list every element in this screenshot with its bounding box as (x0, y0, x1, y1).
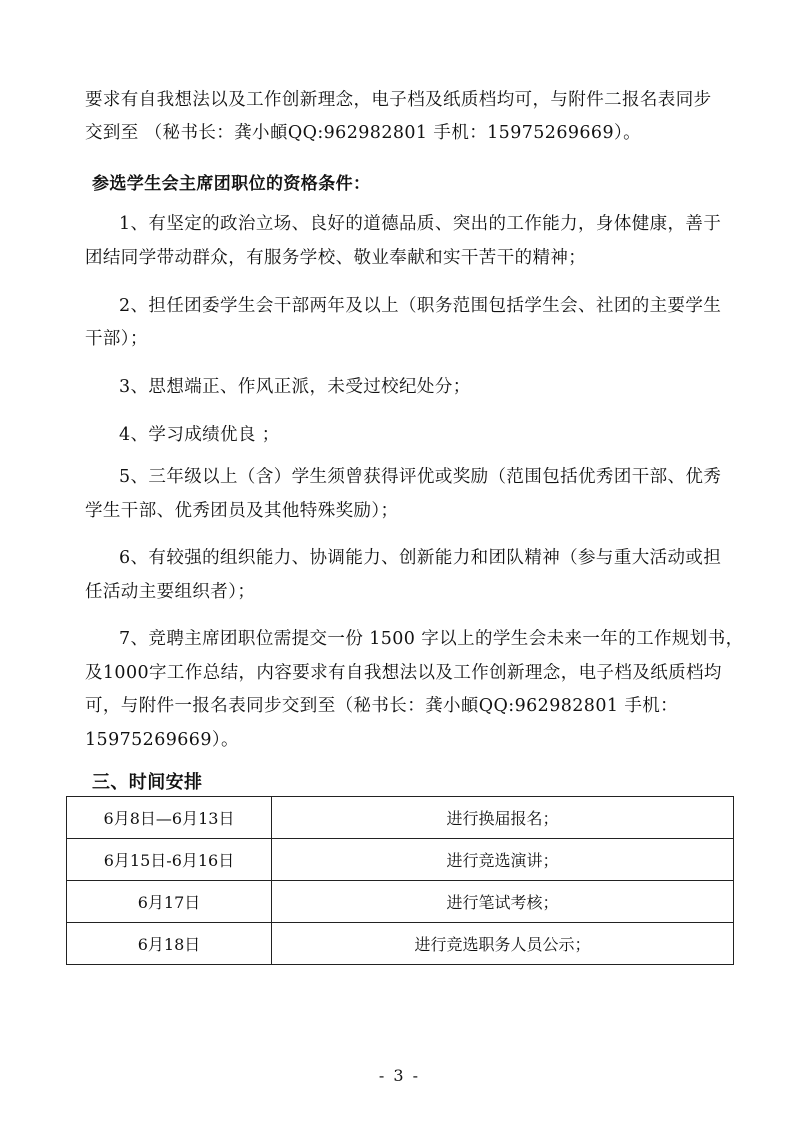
schedule-table (66, 796, 734, 965)
table-row (67, 797, 734, 839)
item6-line-2: 任活动主要组织者）； (85, 582, 256, 602)
intro-line-1: 要求有自我想法以及工作创新理念，电子档及纸质档均可，与附件二报名表同步 (85, 90, 712, 110)
schedule-date-cell: 6月17日 (67, 881, 272, 923)
item4-line: 4、学习成绩优良 ； (119, 425, 280, 445)
page-number: - 3 - (378, 1066, 421, 1085)
item7-line-2: 及1000字工作总结，内容要求有自我想法以及工作创新理念，电子档及纸质档均 (85, 663, 722, 683)
item5-line-2: 学生干部、优秀团员及其他特殊奖励）； (85, 501, 399, 521)
item7-line-1: 7、竞聘主席团职位需提交一份 1500 字以上的学生会未来一年的工作规划书， (119, 629, 744, 649)
schedule-activity-cell: 进行竞选职务人员公示； (272, 923, 734, 965)
section-title-schedule: 三、时间安排 (92, 772, 203, 793)
qualification-heading: 参选学生会主席团职位的资格条件： (92, 174, 371, 194)
schedule-activity-cell: 进行笔试考核； (272, 881, 734, 923)
item5-line-1: 5、三年级以上（含）学生须曾获得评优或奖励（范围包括优秀团干部、优秀 (119, 467, 722, 487)
item2-line-1: 2、担任团委学生会干部两年及以上（职务范围包括学生会、社团的主要学生 (119, 296, 722, 316)
table-row (67, 923, 734, 965)
item1-line-2: 团结同学带动群众，有服务学校、敬业奉献和实干苦干的精神； (85, 248, 587, 268)
item6-line-1: 6、有较强的组织能力、协调能力、创新能力和团队精神（参与重大活动或担 (119, 548, 722, 568)
item2-line-2: 干部）； (85, 329, 148, 349)
schedule-date-cell: 6月18日 (67, 923, 272, 965)
intro-line-2: 交到至 （秘书长：龚小頔QQ:962982801 手机：15975269669）。 (85, 123, 642, 143)
table-row (67, 881, 734, 923)
schedule-activity-cell: 进行换届报名； (272, 797, 734, 839)
schedule-date-cell: 6月8日—6月13日 (67, 797, 272, 839)
item3-line: 3、思想端正、作风正派，未受过校纪处分； (119, 377, 471, 397)
schedule-date-cell: 6月15日-6月16日 (67, 839, 272, 881)
item1-line-1: 1、有坚定的政治立场、良好的道德品质、突出的工作能力，身体健康，善于 (119, 214, 722, 234)
item7-line-4: 15975269669）。 (85, 730, 239, 750)
table-row (67, 839, 734, 881)
schedule-activity-cell: 进行竞选演讲； (272, 839, 734, 881)
item7-line-3: 可，与附件一报名表同步交到至（秘书长：龚小頔QQ:962982801 手机： (85, 696, 679, 716)
